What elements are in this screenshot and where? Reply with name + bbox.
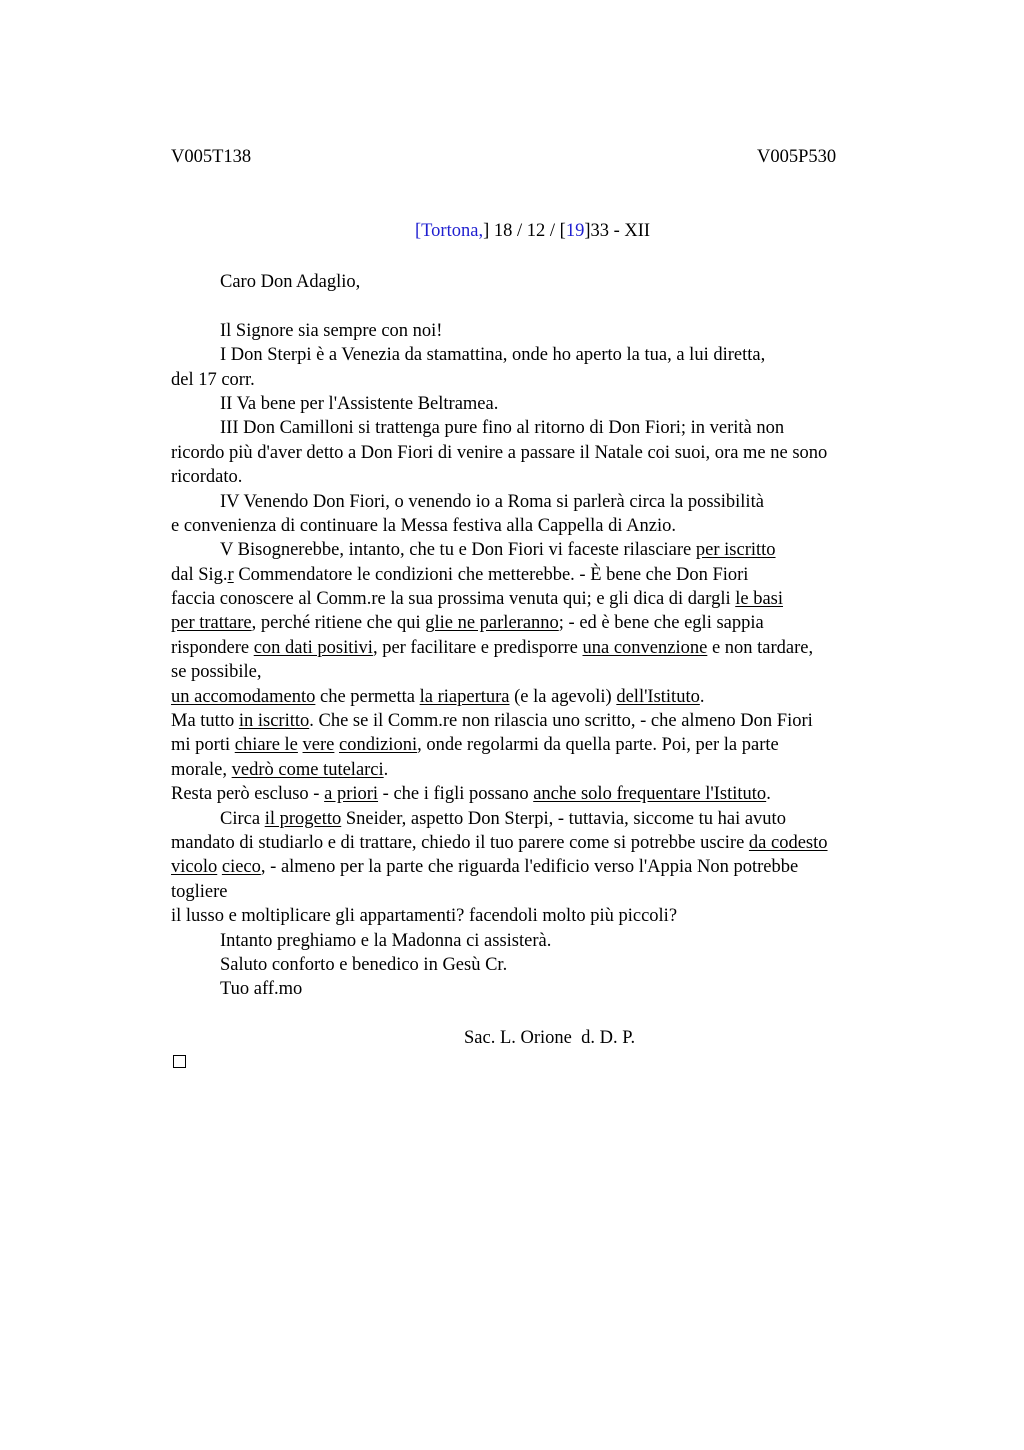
underlined-text: le basi bbox=[735, 589, 784, 610]
underlined-text: il progetto bbox=[264, 808, 342, 829]
text-line bbox=[171, 611, 931, 635]
underlined-text: una convenzione bbox=[582, 637, 708, 658]
document-code-left: V005T138 bbox=[171, 147, 252, 167]
text-line bbox=[171, 855, 931, 879]
text-span: , - almeno per la parte che riguarda l'edificio verso l'Appia Non potrebbe bbox=[260, 857, 799, 878]
text-span: dal Sig. bbox=[171, 564, 228, 585]
underlined-text: condizioni bbox=[339, 735, 418, 756]
underlined-text: a priori bbox=[324, 784, 379, 805]
text-span: faccia conoscere al Comm.re la sua prossima venuta qui; e gli dica di dargli bbox=[171, 589, 736, 610]
text-span: . bbox=[699, 686, 705, 707]
underlined-text: cieco bbox=[221, 857, 261, 878]
text-span: , per facilitare e predisporre bbox=[372, 637, 583, 658]
text-line bbox=[171, 709, 931, 733]
underlined-text: dell'Istituto bbox=[616, 686, 700, 707]
checkbox-square-icon bbox=[173, 1055, 186, 1068]
underlined-text: vedrò come tutelarci bbox=[231, 759, 384, 780]
date-rest: ]33 - XII bbox=[584, 221, 651, 241]
text-line: Il Signore sia sempre con noi! bbox=[220, 320, 443, 341]
text-line bbox=[171, 733, 931, 757]
underlined-text: con dati positivi bbox=[253, 637, 373, 658]
text-line: se possibile, bbox=[171, 662, 262, 683]
document-code-right: V005P530 bbox=[757, 147, 837, 167]
text-span: . bbox=[766, 784, 771, 805]
text-line bbox=[171, 831, 931, 855]
underlined-text: la riapertura bbox=[419, 686, 510, 707]
text-span: V Bisognerebbe, intanto, che tu e Don Fiori vi faceste rilasciare bbox=[220, 540, 696, 561]
text-line: I Don Sterpi è a Venezia da stamattina, onde ho aperto la tua, a lui diretta, bbox=[220, 345, 766, 366]
text-line bbox=[171, 782, 931, 806]
text-line: IV Venendo Don Fiori, o venendo io a Roma si parlerà circa la possibilità bbox=[220, 491, 764, 512]
text-span: Commendatore le condizioni che metterebbe. - È bene che Don Fiori bbox=[233, 564, 749, 585]
text-span: e non tardare, bbox=[707, 637, 814, 658]
text-span: Resta però escluso - bbox=[171, 784, 325, 805]
text-span: mandato di studiarlo e di trattare, chiedo il tuo parere come si potrebbe uscire bbox=[171, 832, 749, 853]
text-span: Circa bbox=[220, 808, 265, 829]
text-span: morale, bbox=[171, 759, 232, 780]
text-span: (e la agevoli) bbox=[509, 686, 617, 707]
text-span: . bbox=[383, 759, 389, 780]
text-span: - che i figli possano bbox=[378, 784, 534, 805]
underlined-text: in iscritto bbox=[238, 711, 310, 732]
date-bracket-open: [ bbox=[415, 221, 422, 241]
text-line bbox=[171, 685, 931, 709]
date-year-prefix: 19 bbox=[565, 221, 585, 241]
text-span: , perché ritiene che qui bbox=[251, 613, 426, 634]
underlined-text: un accomodamento bbox=[171, 686, 316, 707]
text-line: del 17 corr. bbox=[171, 369, 255, 390]
text-span: mi porti bbox=[171, 735, 235, 756]
text-line bbox=[171, 636, 931, 660]
underlined-text: per trattare bbox=[171, 613, 252, 634]
text-line: e convenienza di continuare la Messa festiva alla Cappella di Anzio. bbox=[171, 515, 676, 536]
text-line: il lusso e moltiplicare gli appartamenti? facendoli molto più piccoli? bbox=[171, 906, 678, 927]
text-line bbox=[171, 758, 931, 782]
closing: Tuo aff.mo bbox=[220, 979, 303, 1000]
text-line: Intanto preghiamo e la Madonna ci assisterà. bbox=[220, 930, 552, 951]
underlined-text: chiare le bbox=[234, 735, 298, 756]
signature: Sac. L. Orione d. D. P. bbox=[464, 1028, 636, 1048]
underlined-text: per iscritto bbox=[695, 540, 776, 561]
underlined-text: vere bbox=[302, 735, 335, 756]
text-span: Ma tutto bbox=[171, 711, 239, 732]
text-line bbox=[171, 807, 931, 831]
text-line: togliere bbox=[171, 881, 228, 902]
letter-body bbox=[171, 270, 931, 1002]
underlined-text: anche solo frequentare l'Istituto bbox=[533, 784, 767, 805]
text-span: ; - ed è bene che egli sappia bbox=[558, 613, 764, 634]
underlined-text: glie ne parleranno bbox=[425, 613, 559, 634]
text-line bbox=[171, 587, 931, 611]
text-line: Saluto conforto e benedico in Gesù Cr. bbox=[220, 954, 508, 975]
text-span: , onde regolarmi da quella parte. Poi, per la parte bbox=[417, 735, 779, 756]
text-line bbox=[171, 538, 931, 562]
underlined-text: da codesto bbox=[748, 832, 828, 853]
text-span: . Che se il Comm.re non rilascia uno scritto, - che almeno Don Fiori bbox=[309, 711, 813, 732]
text-line: ricordato. bbox=[171, 467, 243, 488]
letter-date bbox=[415, 221, 650, 242]
date-place: Tortona, bbox=[421, 221, 484, 241]
text-line: III Don Camilloni si trattenga pure fino al ritorno di Don Fiori; in verità non bbox=[220, 418, 785, 439]
underlined-text: vicolo bbox=[171, 857, 218, 878]
text-span: rispondere bbox=[171, 637, 254, 658]
text-line: ricordo più d'aver detto a Don Fiori di venire a passare il Natale coi suoi, ora me ne sono bbox=[171, 442, 828, 463]
salutation: Caro Don Adaglio, bbox=[220, 272, 361, 292]
text-span: che permetta bbox=[315, 686, 420, 707]
text-line: II Va bene per l'Assistente Beltramea. bbox=[220, 393, 499, 414]
underlined-text: r bbox=[227, 564, 234, 585]
text-span: Sneider, aspetto Don Sterpi, - tuttavia, siccome tu hai avuto bbox=[341, 808, 786, 829]
date-mid: ] 18 / 12 / [ bbox=[483, 221, 566, 241]
text-line bbox=[171, 563, 931, 587]
